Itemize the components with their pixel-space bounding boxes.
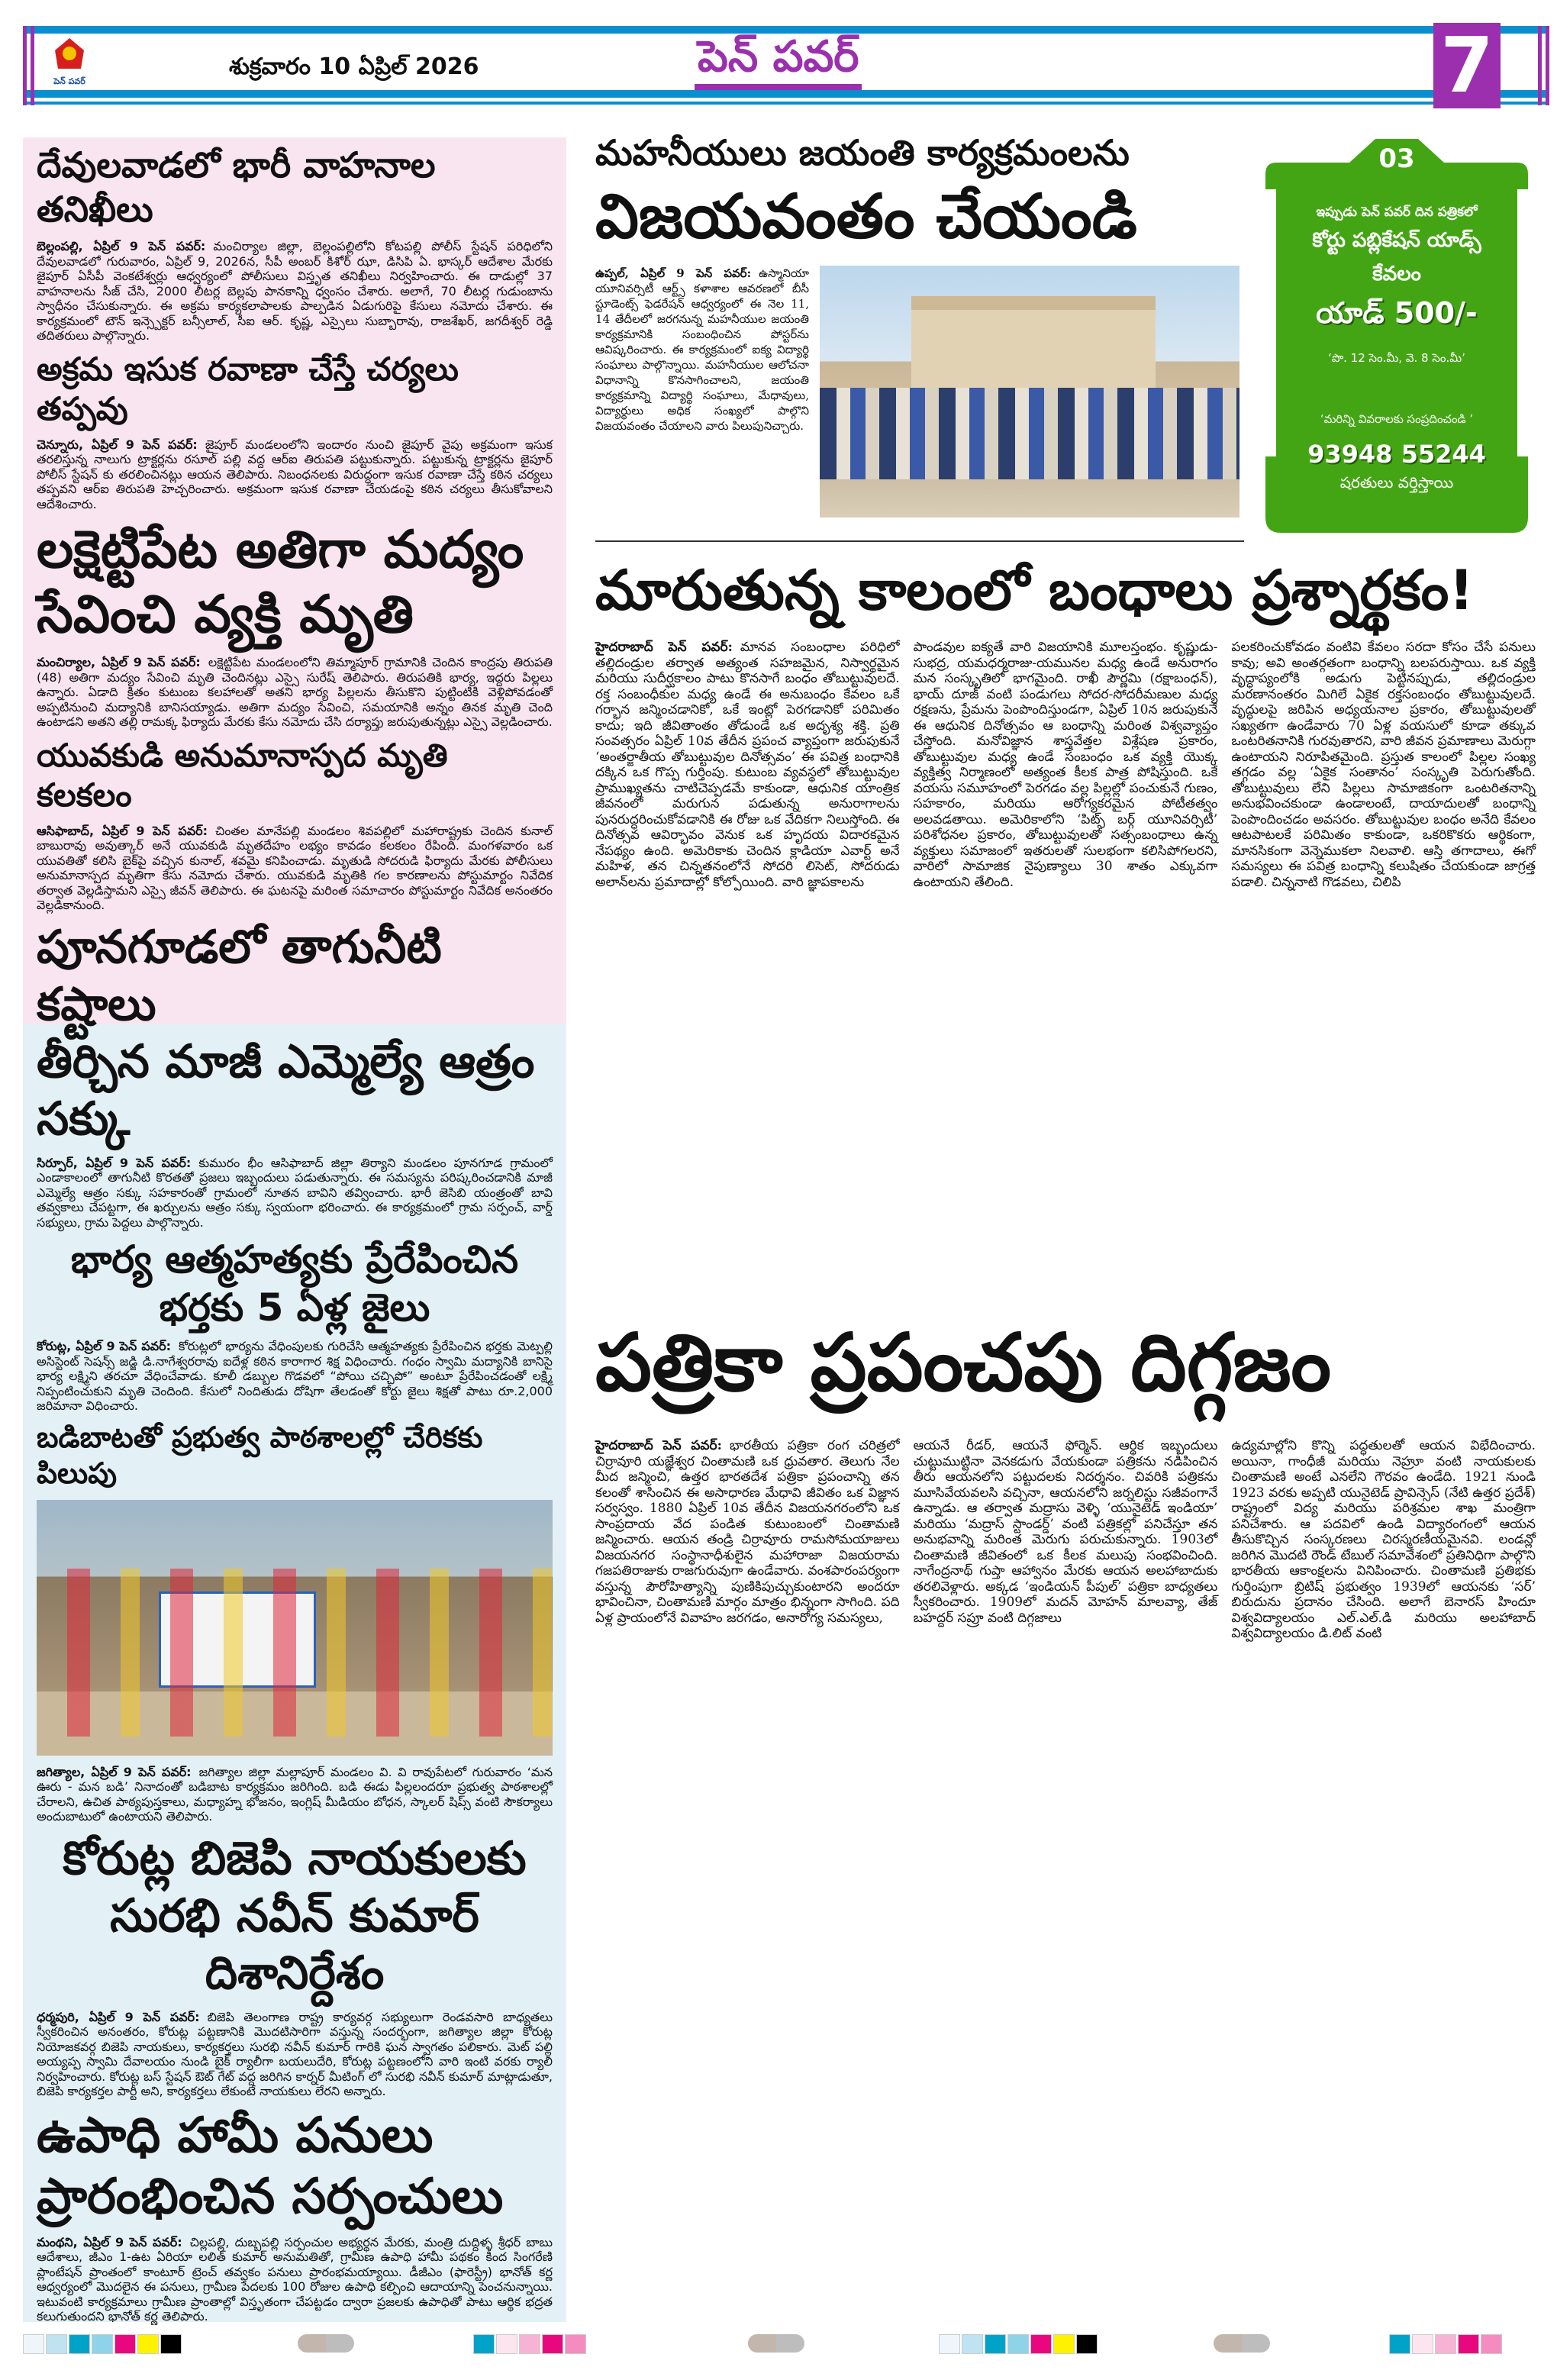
- article-headline: ప్రారంభించిన సర్పంచులు: [37, 2168, 504, 2225]
- ad-phone: 93948 55244: [1307, 440, 1486, 469]
- article-text: చిల్లపల్లి, దుబ్బపల్లి సర్పంచుల అభ్యర్థన మేరకు, మంత్రి దుద్దిళ్ళ శ్రీధర్ బాబు ఆదేశాలు, జీఎం 1-ఉట ఏరియా లలిత్ కుమార్ అనుమతితో, గ్రామీణ ఉపాధి హామీ పథకం కింద సింగరేణి ప్లాంటేషన్ ప్రాంతంలో కాంటూర్ ట్రెంచ్ తవ్వకం పనులు ప్రారంభమయ్యాయి. డీజీఎం (ఫారెస్ట్రీ) భానోత్ కర్ణ ఆధ్వర్యంలో మొదలైన ఈ పనులు, గ్రామీణ పేదలకు 100 రోజుల ఉపాధి కల్పించి ఆదాయాన్ని పెంచనున్నాయి. ఇటువంటి కార్యక్రమాలు గ్రామీణ ప్రాంతాల్లో విస్తృతంగా చేపట్టడం ద్వారా ప్రజలకు ఉపాధితో పాటు ఆర్థిక భద్రత కలుగుతుందని భానోత్ కర్ణ తెలిపారు.: [37, 2234, 553, 2324]
- color-swatch: [1076, 2334, 1098, 2354]
- color-swatch: [985, 2334, 1006, 2354]
- color-swatch: [46, 2334, 67, 2354]
- article-column: [595, 1438, 900, 1642]
- print-registration-marks: [0, 2334, 1557, 2354]
- ad-size: ‘పొ. 12 సెం.మీ, వె. 8 సెం.మీ’: [1328, 351, 1465, 365]
- news-article: [37, 736, 553, 913]
- article-body: [37, 655, 553, 730]
- article-body: [37, 2010, 553, 2099]
- right-border-bar: [1538, 26, 1542, 105]
- color-swatch: [496, 2334, 517, 2354]
- dateline: చెన్నూరు, ఏప్రిల్ 9 పెన్ పవర్:: [37, 437, 198, 452]
- masthead-header: [23, 21, 1549, 110]
- article-body: [37, 1156, 553, 1230]
- ad-contact-label: ‘మరిన్ని వివరాలకు సంప్రదించండి ’: [1320, 412, 1474, 426]
- article-column: [1231, 640, 1536, 890]
- color-swatch: [1412, 2334, 1433, 2354]
- news-article: [37, 350, 553, 512]
- article-headline: సురభి నవీన్ కుమార్ దిశానిర్దేశం: [110, 1888, 479, 2000]
- news-article: [37, 2105, 553, 2324]
- dateline: బెల్లంపల్లి, ఏప్రిల్ 9 పెన్ పవర్:: [37, 239, 206, 253]
- dateline: సిర్పూర్, ఏప్రిల్ 9 పెన్ పవర్:: [37, 1155, 192, 1170]
- article-text: మంచిర్యాల జిల్లా, బెల్లంపల్లిలోని కోటపల్లి పోలీస్ స్టేషన్ పరిధిలోని దేవులవాడలో గురువారం, ఏప్రిల్ 9, 2026న, సీపీ అంబర్ కిశోర్ ఝా, డిసిపి ఏ. భాస్కర్ ఆదేశాల మేరకు జైపూర్ ఏసీపీ వెంకటేశ్వర్లు ఆధ్వర్యంలో పోలీసులు విస్తృత తనిఖీలు నిర్వహించారు. ఈ దాడుల్లో 37 వాహనాలను సీజ్ చేసి, 2000 లీటర్ల బెల్లపు పానకాన్ని ధ్వంసం చేశారు. అలాగే, 70 లీటర్ల గుడుంబాను స్వాధీనం చేసుకున్నారు. ఈ అక్రమ కార్యకలాపాలకు పాల్పడిన ఏడుగురిపై కేసులు నమోదు చేశారు. ఈ కార్యక్రమంలో టౌన్ ఇన్స్పెక్టర్ బన్సీలాల్, సీఐ ఆర్. కృష్ణ, ఎస్సైలు సుబ్బారావు, రాజశేఖర్, జగదీశ్వర్ రెడ్డి తదితరులు పాల్గొన్నారు.: [37, 239, 553, 343]
- article-column: [914, 640, 1218, 890]
- dateline: ఉప్పల్, ఏప్రిల్ 9 పెన్ పవర్:: [595, 266, 752, 280]
- article-body: [37, 239, 553, 343]
- article-headline: సేవించి వ్యక్తి మృతి: [37, 585, 414, 645]
- bottom-thin-stripe: [23, 102, 1549, 105]
- court-publication-ad: [1261, 136, 1533, 537]
- feature-article-siblings: [595, 556, 1536, 890]
- badibata-rally-photo: [37, 1500, 553, 1756]
- article-headline: పూనగూడలో తాగునీటి కష్టాలు: [37, 920, 442, 1031]
- article-columns: [595, 1438, 1536, 1642]
- article-text: జగిత్యాల జిల్లా మల్లాపూర్ మండలం వి. వి రావుపేటలో గురువారం ‘మన ఊరు - మన బడి’ నినాదంతో బడిబాట కార్యక్రమం జరిగింది. బడి ఈడు పిల్లలందరూ ప్రభుత్వ పాఠశాలల్లో చేరాలని, ఉచిత పాఠ్యపుస్తకాలు, మధ్యాహ్న భోజనం, ఇంగ్లిష్ మీడియం బోధన, స్కాలర్ షిప్స్ వంటి సౌకర్యాలు అందుబాటులో ఉంటాయని తెలిపారు.: [37, 1764, 553, 1824]
- logo-text: పెన్ పవర్: [53, 76, 85, 86]
- article-text: ఉద్యమాల్లోని కొన్ని పద్ధతులతో ఆయన విభేదించారు. అయినా, గాంధీజీ మరియు నెహ్రూ వంటి నాయకులకు చింతామణి అంటే ఎనలేని గౌరవం ఉండేది. 1921 నుండి 1923 వరకు అప్పటి యునైటెడ్ ప్రావిన్సెస్ (నేటి ఉత్తర ప్రదేశ్) రాష్ట్రంలో విద్య మరియు పరిశ్రమల శాఖ మంత్రిగా పనిచేశారు. ఆ పదవిలో ఉండి విద్యారంగంలో ఆయన తీసుకొచ్చిన సంస్కరణలు చిరస్మరణీయమైనవి. లండన్లో జరిగిన మొదటి రౌండ్ టేబుల్ సమావేశంలో ప్రతినిధిగా పాల్గొని భారతీయ ఆకాంక్షలను వినిపించారు. చింతామణి ప్రతిభకు గుర్తింపుగా బ్రిటిష్ ప్రభుత్వం 1939లో ఆయనకు ‘సర్’ బిరుదును ప్రదానం చేసింది. అలాగే బెనారస్ హిందూ విశ్వవిద్యాలయం ఎల్.ఎల్.డి మరియు అలహాబాద్ విశ్వవిద్యాలయం డి.లిట్ వంటి: [1231, 1438, 1536, 1641]
- dateline: మంథని, ఏప్రిల్ 9 పెన్ పవర్:: [37, 2234, 182, 2249]
- right-border-bar: [1546, 26, 1549, 105]
- ad-terms: షరతులు వర్తిస్తాయి: [1339, 473, 1454, 492]
- top-story: [595, 131, 1244, 518]
- article-text: కోరుట్లలో భార్యను వేధింపులకు గురిచేసి ఆత్మహత్యకు ప్రేరేపించిన భర్తకు మెట్పల్లి అసిస్టెంట్ సెషన్స్ జడ్జి డి.నాగేశ్వరరావు ఐదేళ్ల కఠిన కారాగార శిక్ష విధించారు. గంధం స్వామి మద్యానికి బానిసై భార్య లక్ష్మిని తరచూ వేధించేవాడు. కూలీ డబ్బుల గొడవలో “పోయి చచ్చిపో” అంటూ ప్రేరేపించడంతో లక్ష్మి నిప్పంటించుకుని మృతి చెందింది. కేసులో నిందితుడు దోషిగా తేలడంతో కోర్టు జైలు శిక్షతో పాటు రూ.2,000 జరిమానా విధించారు.: [37, 1339, 553, 1413]
- left-border-bar: [23, 26, 27, 105]
- article-text: పాండవుల ఐక్యతే వారి విజయానికి మూలస్తంభం. కృష్ణుడు-సుభద్ర, యమధర్మరాజు-యమునల మధ్య ఉండే అనురాగం మన సంస్కృతిలో భాగమైంది. రాఖీ పౌర్ణమి (రక్షాబంధన్), భాయ్ దూజ్ వంటి పండుగలు సోదర-సోదరీమణుల మధ్య రక్షణను, ప్రేమను పెంపొందిస్తుండగా, ఏప్రిల్ 10న జరుపుకునే ఈ ఆధునిక దినోత్సవం ఆ బంధాన్ని మరింత విశ్వవ్యాప్తం చేస్తోంది. మనోవిజ్ఞాన శాస్త్రవేత్తల విశ్లేషణ ప్రకారం, తోబుట్టువుల మధ్య ఉండే సంబంధం ఒక వ్యక్తి యొక్క వ్యక్తిత్వ నిర్మాణంలో అత్యంత కీలక పాత్ర పోషిస్తుంది. ఒకే వయసు సమూహంలో పెరగడం వల్ల పిల్లల్లో పంచుకునే గుణం, సహకారం, మరియు ఆరోగ్యకరమైన పోటీతత్వం అలవడతాయి. అమెరికాలోని ‘పిట్స్ బర్గ్ యూనివర్సిటీ’ పరిశోధనల ప్రకారం, తోబుట్టువులతో సత్సంబంధాలు ఉన్న వ్యక్తులు సమాజంలో ఇతరులతో సులభంగా కలిసిపోగలరని, వారిలో సామాజిక నైపుణ్యాలు 30 శాతం ఎక్కువగా ఉంటాయని తేలింది.: [913, 640, 1218, 890]
- color-swatch: [473, 2334, 495, 2354]
- page-number: 7: [1433, 23, 1501, 108]
- article-text: ఉస్మానియా యూనివర్సిటీ ఆర్ట్స్ కళాశాల ఆవరణలో బీసీ స్టూడెంట్స్ ఫెడరేషన్ ఆధ్వర్యంలో ఈ నెల 11, 14 తేదీలలో జరగనున్న మహనీయుల జయంతి కార్యక్రమానికి సంబంధించిన పోస్టర్‌ను ఆవిష్కరించారు. ఈ కార్యక్రమంలో ఐక్య విద్యార్థి సంఘాలు పాల్గొన్నాయి. మహనీయుల ఆలోచనా విధానాన్ని కొనసాగించాలని, జయంతి కార్యక్రమాన్ని విద్యార్థి సంఘాలు, మేధావులు, విద్యార్థులు అధిక సంఖ్యలో పాల్గొని విజయవంతం చేయాలని వారు పిలుపునిచ్చారు.: [595, 266, 809, 433]
- dateline: హైదరాబాద్ పెన్ పవర్:: [595, 640, 733, 655]
- article-body: [37, 824, 553, 913]
- university-event-photo: [820, 266, 1239, 518]
- registration-pill: [298, 2334, 354, 2353]
- news-article: [37, 1236, 553, 1414]
- article-text: భారతీయ పత్రికా రంగ చరిత్రలో చిర్రావూరి యజ్ఞేశ్వర చింతామణి ఒక ధ్రువతార. తెలుగు నేల మీద జన్మించి, ఉత్తర భారతదేశ పత్రికా ప్రపంచాన్ని తన కలంతో శాసించిన ఈ అసాధారణ మేధావి జీవితం ఒక విజ్ఞాన సర్వస్వం. 1880 ఏప్రిల్ 10వ తేదీన విజయనగరంలోని ఒక సాంప్రదాయ వేద పండిత కుటుంబంలో చింతామణి జన్మించారు. ఆయన తండ్రి చిర్రావూరు రామసోమయాజులు విజయనగర సంస్థానాధీశులైన మహారాజా విజయరామ గజపతిరాజుకు రాజగురువుగా ఉండేవారు. వంశపారంపర్యంగా వస్తున్న పౌరోహిత్యాన్ని పుణికిపుచ్చుకుంటారని అందరూ భావించినా, చింతామణి మార్గం మాత్రం భిన్నంగా సాగింది. పది ఏళ్ల ప్రాయంలోనే వివాహం జరగడం, అనారోగ్య సమస్యలు,: [595, 1438, 900, 1626]
- article-body: [37, 2235, 553, 2324]
- article-column: [914, 1438, 1218, 1642]
- news-article: [37, 144, 553, 343]
- article-headline: ఉపాధి హామీ పనులు: [37, 2107, 434, 2164]
- people-group: [37, 1569, 553, 1737]
- dateline: జగిత్యాల, ఏప్రిల్ 9 పెన్ పవర్:: [37, 1764, 192, 1779]
- article-headline: మారుతున్న కాలంలో బంధాలు ప్రశ్నార్థకం!: [595, 558, 1475, 622]
- ad-line1: ఇప్పుడు పెన్ పవర్ దిన పత్రికలో: [1316, 205, 1478, 220]
- article-headline: లక్షెట్టిపేట అతిగా మద్యం: [37, 520, 524, 580]
- article-headline: యువకుడి అనుమానాస్పద మృతి కలకలం: [37, 736, 448, 814]
- article-headline: బడిబాటతో ప్రభుత్వ పాఠశాలల్లో చేరికకు పిలుపు: [37, 1420, 483, 1490]
- dateline: ఆసిఫాబాద్, ఏప్రిల్ 9 పెన్ పవర్:: [37, 823, 208, 838]
- article-text: పలకరించుకోవడం వంటివి కేవలం సరదా కోసం చేసే పనులు కావు; అవి అంతర్గతంగా బంధాన్ని బలపరుస్తాయి. ఒక వ్యక్తి వృద్ధాప్యంలోకి అడుగు పెట్టినప్పుడు, తల్లిదండ్రుల మరణానంతరం మిగిలే ఏకైక రక్తసంబంధం తోబుట్టువులదే. వృద్ధులపై జరిపిన అధ్యయనాల ప్రకారం, తోబుట్టువులతో సఖ్యతగా ఉండేవారు 70 ఏళ్ల వయసులో కూడా తక్కువ ఒంటరితనానికి గురవుతారని, వారి జీవన ప్రమాణాలు మెరుగ్గా ఉంటాయని నిరూపితమైంది. ప్రస్తుత కాలంలో పిల్లల సంఖ్య తగ్గడం వల్ల ‘ఏకైక సంతానం’ సంస్కృతి పెరుగుతోంది. తోబుట్టువులు లేని పిల్లలు సామాజికంగా ఒంటరితనాన్ని అనుభవించకుండా ఉండాలంటే, దాయాదులతో బంధాన్ని పెంపొందించడం అవసరం. తోబుట్టువుల బంధం అనేది కేవలం ఆటపాటలకే పరిమితం కాకుండా, ఒకరికొకరు ఆర్థికంగా, మానసికంగా వెన్నెముకలా నిలవాలి. ఆస్తి తగాదాలు, ఈగో సమస్యలు ఈ పవిత్ర బంధాన్ని కలుషితం చేయకుండా జాగ్రత్త పడాలి. చిన్ననాటి గొడవలు, చిలిపి: [1231, 640, 1536, 890]
- article-text: బిజెపి తెలంగాణ రాష్ట్ర కార్యవర్గ సభ్యులుగా రెండవసారి బాధ్యతలు స్వీకరించిన అనంతరం, కోరుట్ల పట్టణానికి మొదటిసారిగా వస్తున్న సందర్భంగా, జగిత్యాల జిల్లా కోరుట్ల నియోజకవర్గ బిజెపి నాయకులు, కార్యకర్తలు సురభి నవీన్ కుమార్ గారికి ఘన స్వాగతం పలికారు. మెట్ పల్లి అయ్యప్ప స్వామి దేవాలయం నుండి బైక్ ర్యాలీగా బయలుదేరి, కోరుట్ల పట్టణంలోని వారి ఇంటి వరకు ర్యాలీ నిర్వహించారు. కోరుట్ల బస్ స్టేషన్ ఔట్ గేట్ వద్ద జరిగిన కార్నర్ మీటింగ్ లో సురభి నవీన్ కుమార్ మాట్లాడుతూ, బిజెపి కార్యకర్తల పార్టీ అని, కార్యకర్తలు లేకుంటే నాయకులు లేరని అన్నారు.: [37, 2009, 553, 2098]
- dateline: హైదరాబాద్ పెన్ పవర్:: [595, 1438, 722, 1453]
- issue-date: శుక్రవారం 10 ఏప్రిల్ 2026: [229, 53, 479, 80]
- color-swatch: [114, 2334, 136, 2354]
- dateline: కోరుట్ల, ఏప్రిల్ 9 పెన్ పవర్:: [37, 1339, 172, 1353]
- top-story-body: [595, 266, 809, 518]
- article-headline: దేవులవాడలో భారీ వాహనాల తనిఖీలు: [37, 144, 436, 230]
- article-column: [1231, 1438, 1536, 1642]
- dateline: ధర్మపురి, ఏప్రిల్ 9 పెన్ పవర్:: [37, 2009, 200, 2024]
- article-headline: భర్తకు 5 ఏళ్ల జైలు: [159, 1285, 430, 1330]
- article-headline: భార్య ఆత్మహత్యకు ప్రేరేపించిన: [70, 1237, 519, 1282]
- color-swatch: [519, 2334, 540, 2354]
- dateline: మంచిర్యాల, ఏప్రిల్ 9 పెన్ పవర్:: [37, 655, 201, 669]
- news-article: [37, 1830, 553, 2099]
- section-divider: [595, 540, 1244, 542]
- color-swatch: [1389, 2334, 1410, 2354]
- registration-pill: [748, 2334, 804, 2353]
- top-story-headline-line2: విజయవంతం చేయండి: [595, 180, 1137, 252]
- color-swatch: [69, 2334, 90, 2354]
- students-with-posters: [820, 388, 1239, 479]
- color-swatch: [137, 2334, 159, 2354]
- left-border-bar: [31, 26, 34, 105]
- article-body: [37, 437, 553, 512]
- article-columns: [595, 640, 1536, 890]
- color-swatch: [1458, 2334, 1479, 2354]
- color-swatch: [962, 2334, 983, 2354]
- color-swatch: [92, 2334, 113, 2354]
- article-text: జైపూర్ మండలంలోని ఇందారం నుంచి జైపూర్ వైపు అక్రమంగా ఇసుక తరలిస్తున్న నాలుగు ట్రాక్టర్లను రసూల్ పల్లి వద్ద ఆర్ఐ తిరుపతి పట్టుకున్నారు. పట్టుకున్న ట్రాక్టర్లను జైపూర్ పోలీస్ స్టేషన్ కు తరలించినట్లు ఆయన తెలిపారు. నిబంధనలకు విరుద్ధంగా ఇసుక రవాణా చేస్తే కఠిన చర్యలు తప్పవని ఆర్ఐ తిరుపతి హెచ్చరించారు. అక్రమంగా ఇసుక రవాణా చేయడంపై కఠిన చర్యలు తీసుకోవాలని ఆదేశించారు.: [37, 437, 553, 511]
- article-text: ఆయనే రీడర్, ఆయనే ఫోర్మెన్. ఆర్థిక ఇబ్బందులు చుట్టుముట్టినా వెనకడుగు వేయకుండా పత్రికను నడిపించిన తీరు ఆయనలోని పట్టుదలకు నిదర్శనం. చివరికి పత్రికను మూసివేయవలసి వచ్చినా, ఆయనలోని జర్నలిస్టు సజీవంగానే ఉన్నాడు. ఆ తర్వాత మద్రాసు వెళ్ళి ‘యునైటెడ్ ఇండియా’ మరియు ‘మద్రాస్ స్టాండర్డ్’ వంటి పత్రికల్లో పనిచేస్తూ తన అనుభవాన్ని మరింత మెరుగు పరుచుకున్నారు. 1903లో చింతామణి జీవితంలో ఒక కీలక మలుపు సంభవించింది. నాగేంద్రనాథ్ గుప్తా ఆహ్వానం మేరకు ఆయన అలహాబాదుకు తరలివెళ్లారు. అక్కడ ‘ఇండియన్ పీపుల్’ పత్రికా బాధ్యతలు స్వీకరించారు. 1909లో మదన్ మోహన్ మాలవ్యా, తేజ్ బహద్దర్ సప్రూ వంటి దిగ్గజాలు: [913, 1438, 1218, 1626]
- color-swatch: [23, 2334, 44, 2354]
- color-swatch: [1435, 2334, 1456, 2354]
- newspaper-logo: [49, 35, 90, 96]
- news-article: [37, 1420, 553, 1824]
- color-swatch: [1030, 2334, 1052, 2354]
- article-text: చింతల మానేపల్లి మండలం శివపల్లిలో మహారాష్ట్రకు చెందిన కునాల్ బాబురావు అవుత్కార్ అనే యువకుడి మృతదేహం లభ్యం కావడం కలకలం రేపింది. మంగళవారం ఒక యువతితో కలిసి బైక్‌పై వచ్చిన కునాల్, శవమై కనిపించాడు. మృతుడి సోదరుడి ఫిర్యాదు మేరకు పోలీసులు అనుమానాస్పద మృతిగా కేసు నమోదు చేశారు. యువకుడి మృతికి గల కారణాలను పోస్టుమార్టం నివేదిక తర్వాత వెల్లడిస్తామని ఎస్సై జీవన్ తెలిపారు. ఈ ఘటనపై మరింత సమాచారం పోస్టుమార్టం నివేదిక అనంతరం వెల్లడికానుంది.: [37, 823, 553, 912]
- article-text: మానవ సంబంధాల పరిధిలో తల్లిదండ్రుల తర్వాత అత్యంత సహజమైన, నిస్వార్థమైన మరియు సుదీర్ఘకాలం పాటు కొనసాగే బంధం తోబుట్టువులదే. రక్త సంబంధీకుల మధ్య ఉండే ఈ అనుబంధం కేవలం ఒకే గర్భాన జన్మించడానికో, ఒకే ఇంట్లో పెరగడానికో పరిమితం కాదు; ఇది జీవితాంతం తోడుండే ఒక అదృశ్య శక్తి. ప్రతి సంవత్సరం ఏప్రిల్ 10వ తేదీన ప్రపంచ వ్యాప్తంగా జరుపుకునే ‘అంతర్జాతీయ తోబుట్టువుల దినోత్సవం’ ఈ పవిత్ర బంధానికి దక్కిన ఒక గొప్ప గుర్తింపు. కుటుంబ వ్యవస్థలో తోబుట్టువుల ప్రాముఖ్యతను చాటిచెప్పడమే కాకుండా, ఆధునిక యాంత్రిక జీవనంలో మరుగున పడుతున్న అనురాగాలను పునరుద్ధరించుకోవడానికి ఈ రోజు ఒక వేదికగా నిలుస్తోంది. ఈ దినోత్సవ ఆవిర్భావం వెనుక ఒక హృదయ విదారకమైన నేపథ్యం ఉంది. అమెరికాకు చెందిన క్లాడియా ఎవార్ట్ అనే మహిళ, తన చిన్నతనంలోనే సోదరి లిసెట్, సోదరుడు అలాన్‌లను ప్రమాదాల్లో కోల్పోయింది. వారి జ్ఞాపకాలను: [595, 640, 900, 890]
- article-body: [37, 1765, 553, 1824]
- article-column: [595, 640, 900, 890]
- color-swatch: [939, 2334, 960, 2354]
- article-text: లక్షెట్టిపేట మండలంలోని తిమ్మాపూర్ గ్రామానికి చెందిన కాంద్రపు తిరుపతి (48) అతిగా మద్యం సేవించి మృతి చెందినట్లు ఎస్సై సురేష్ తెలిపారు. తిరుపతికి భార్య, ఇద్దరు పిల్లలు ఉన్నారు. ఏడాది క్రితం కుటుంబ కలహాలతో అతని భార్య పిల్లలను తీసుకొని పుట్టింటికి వెళ్లిపోవడంతో అప్పటినుంచి మద్యానికి బానిసయ్యాడు. అతిగా మద్యం సేవించి, సమయానికి అన్నం తినక మృతి చెంది ఉంటాడని అతని తల్లి రామక్క ఫిర్యాదు మేరకు కేసు నమోదు చేసి దర్యాప్తు జరుపుతున్నట్లు ఎస్సై వెల్లడించారు.: [37, 655, 553, 729]
- color-swatch: [1007, 2334, 1029, 2354]
- news-article: [37, 518, 553, 730]
- color-swatch: [160, 2334, 182, 2354]
- ad-line2: కోర్టు పబ్లికేషన్ యాడ్స్: [1312, 229, 1481, 252]
- registration-pill: [1214, 2334, 1270, 2353]
- left-news-column: [23, 137, 566, 2322]
- feature-article-chintamani: [595, 1313, 1536, 1642]
- color-swatch: [565, 2334, 586, 2354]
- color-swatch: [1481, 2334, 1502, 2354]
- article-headline: అక్రమ ఇసుక రవాణా చేస్తే చర్యలు తప్పవు: [37, 350, 459, 427]
- color-swatch: [542, 2334, 563, 2354]
- bottom-stripe: [23, 90, 1549, 98]
- article-body: [37, 1339, 553, 1414]
- article-headline: కోరుట్ల బిజెపి నాయకులకు: [63, 1831, 527, 1885]
- ad-number: 03: [1378, 144, 1415, 174]
- color-swatch: [1053, 2334, 1075, 2354]
- ad-line3: కేవలం: [1372, 263, 1421, 285]
- news-article: [37, 919, 553, 1230]
- newspaper-title: పెన్ పవర్: [695, 31, 862, 90]
- article-text: కుమురం భీం ఆసిఫాబాద్ జిల్లా తిర్యాని మండలం పూనగూడ గ్రామంలో ఎండాకాలంలో తాగునీటి కొరతతో ప్రజలు ఇబ్బందులు పడుతున్నారు. ఈ సమస్యను పరిష్కరించడానికి మాజీ ఎమ్మెల్యే ఆత్రం సక్కు సహకారంతో గ్రామంలో నూతన బావిని తవ్వించారు. భారీ జెసిబి యంత్రంతో బావి తవ్వకాలు చేపట్టగా, ఈ ఖర్చులను ఆత్రం సక్కు స్వయంగా భరించారు. ఈ కార్యక్రమంలో గ్రామ సర్పంచ్, వార్డ్ సభ్యులు, గ్రామ పెద్దలు పాల్గొన్నారు.: [37, 1155, 553, 1230]
- article-headline: తీర్చిన మాజీ ఎమ్మెల్యే ఆత్రం సక్కు: [37, 1034, 535, 1146]
- article-headline: పత్రికా ప్రపంచపు దిగ్గజం: [595, 1316, 1332, 1409]
- building-shape: [911, 296, 1156, 394]
- ad-price: యాడ్ 500/-: [1316, 296, 1478, 330]
- top-story-headline-line1: మహనీయులు జయంతి కార్యక్రమంలను: [595, 132, 1130, 173]
